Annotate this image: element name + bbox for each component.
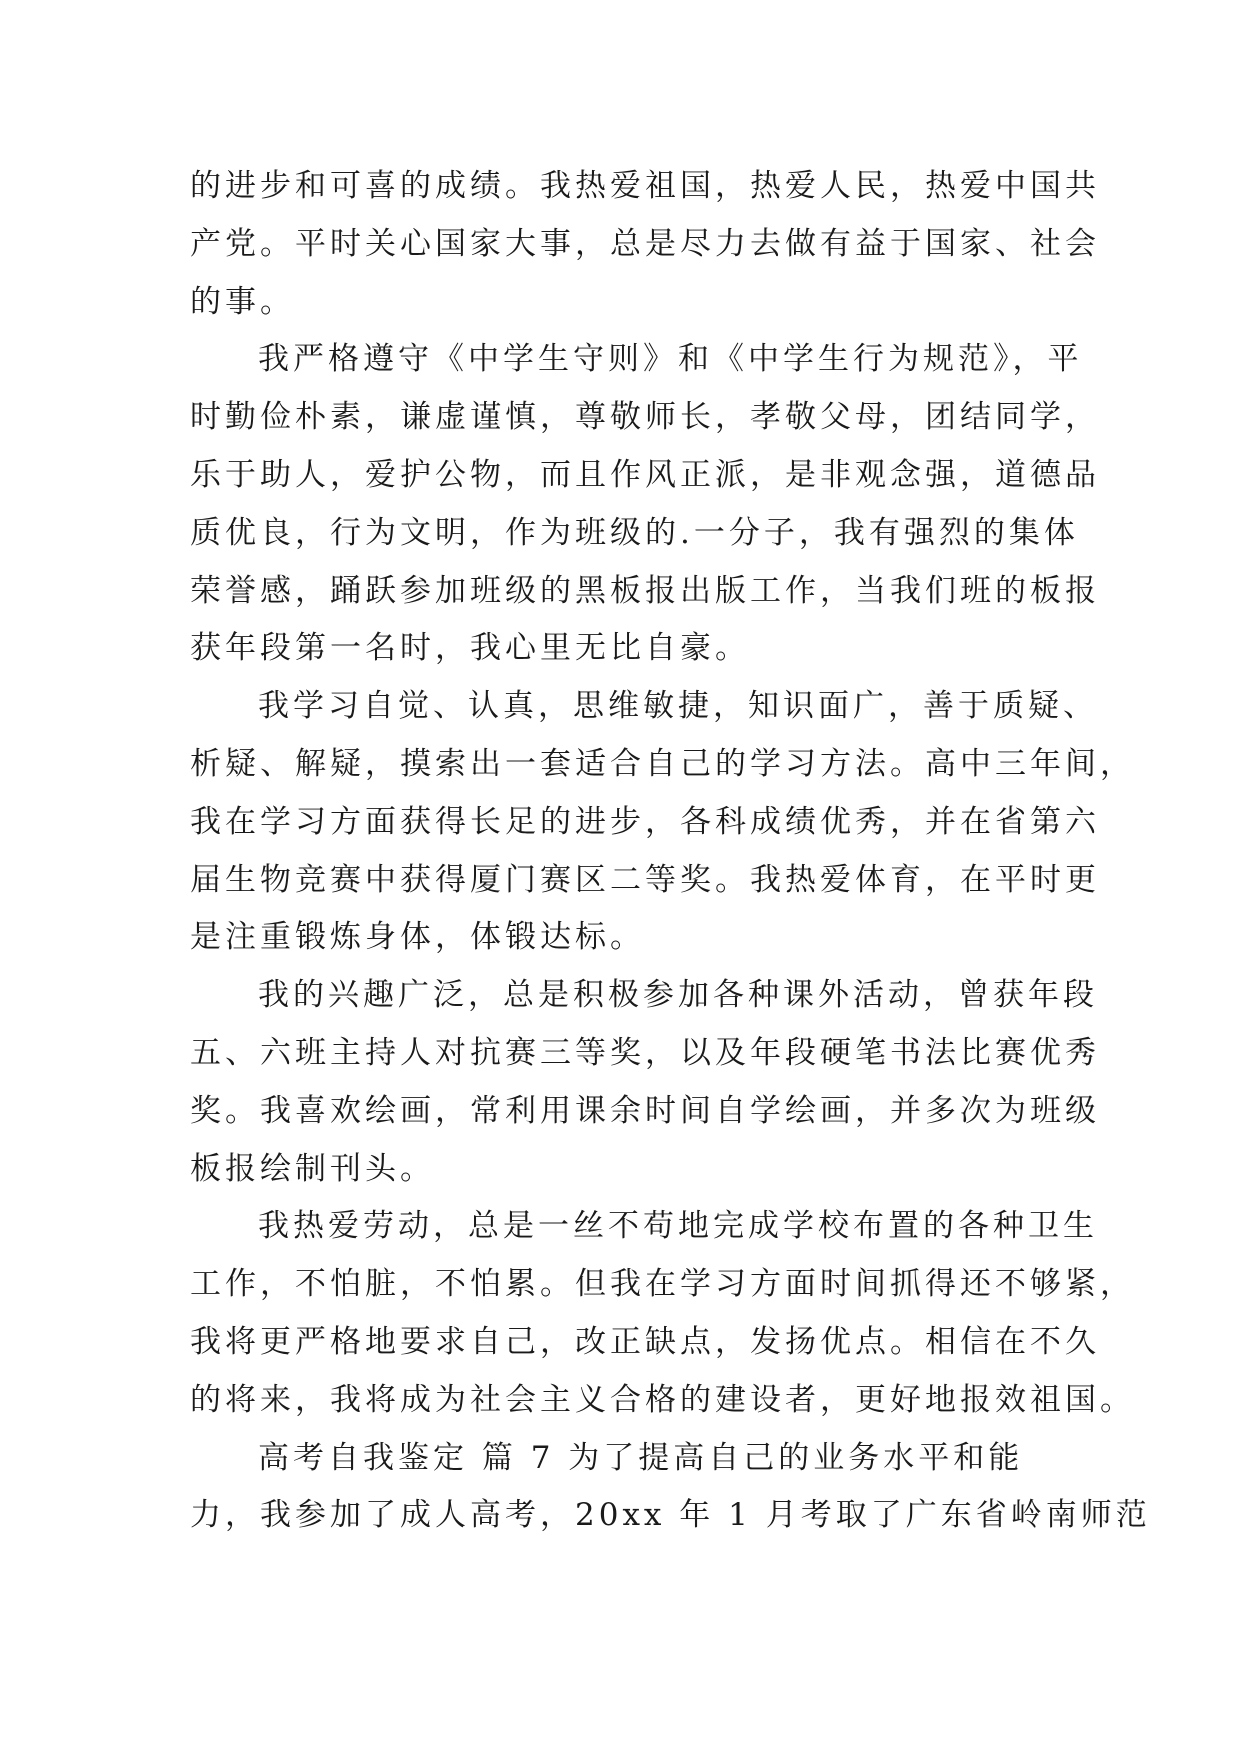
text-line: 奖。我喜欢绘画，常利用课余时间自学绘画，并多次为班级 [190, 1092, 1100, 1129]
text-line: 产党。平时关心国家大事，总是尽力去做有益于国家、社会 [190, 225, 1100, 262]
text-line: 的事。 [190, 283, 295, 320]
text-line: 质优良，行为文明，作为班级的.一分子，我有强烈的集体 [190, 514, 1079, 551]
text-line: 乐于助人，爱护公物，而且作风正派，是非观念强，道德品 [190, 456, 1100, 493]
text-line: 是注重锻炼身体，体锻达标。 [190, 919, 645, 956]
text-line: 五、六班主持人对抗赛三等奖，以及年段硬笔书法比赛优秀 [190, 1034, 1100, 1071]
text-line: 高考自我鉴定 篇 7 为了提高自己的业务水平和能 [258, 1439, 1024, 1476]
text-line: 时勤俭朴素，谦虚谨慎，尊敬师长，孝敬父母，团结同学， [190, 399, 1100, 436]
text-line: 我将更严格地要求自己，改正缺点，发扬优点。相信在不久 [190, 1323, 1100, 1360]
text-line: 析疑、解疑，摸索出一套适合自己的学习方法。高中三年间， [190, 745, 1135, 782]
text-line: 我严格遵守《中学生守则》和《中学生行为规范》，平 [258, 341, 1083, 378]
text-line: 届生物竞赛中获得厦门赛区二等奖。我热爱体育，在平时更 [190, 861, 1100, 898]
text-line: 的进步和可喜的成绩。我热爱祖国，热爱人民，热爱中国共 [190, 168, 1100, 204]
text-line: 获年段第一名时，我心里无比自豪。 [190, 630, 750, 667]
text-line: 的将来，我将成为社会主义合格的建设者，更好地报效祖国。 [190, 1381, 1135, 1418]
text-line: 我热爱劳动，总是一丝不苟地完成学校布置的各种卫生 [258, 1208, 1098, 1245]
text-line: 荣誉感，踊跃参加班级的黑板报出版工作，当我们班的板报 [190, 572, 1100, 609]
text-line: 工作，不怕脏，不怕累。但我在学习方面时间抓得还不够紧， [190, 1266, 1135, 1303]
document-body [190, 158, 1151, 1545]
text-line: 我学习自觉、认真，思维敏捷，知识面广，善于质疑、 [258, 688, 1098, 725]
text-line: 我在学习方面获得长足的进步，各科成绩优秀，并在省第六 [190, 803, 1100, 840]
text-line: 力，我参加了成人高考，20xx 年 1 月考取了广东省岭南师范 [190, 1497, 1151, 1534]
text-line: 板报绘制刊头。 [190, 1150, 435, 1187]
text-line: 我的兴趣广泛，总是积极参加各种课外活动，曾获年段 [258, 977, 1098, 1014]
